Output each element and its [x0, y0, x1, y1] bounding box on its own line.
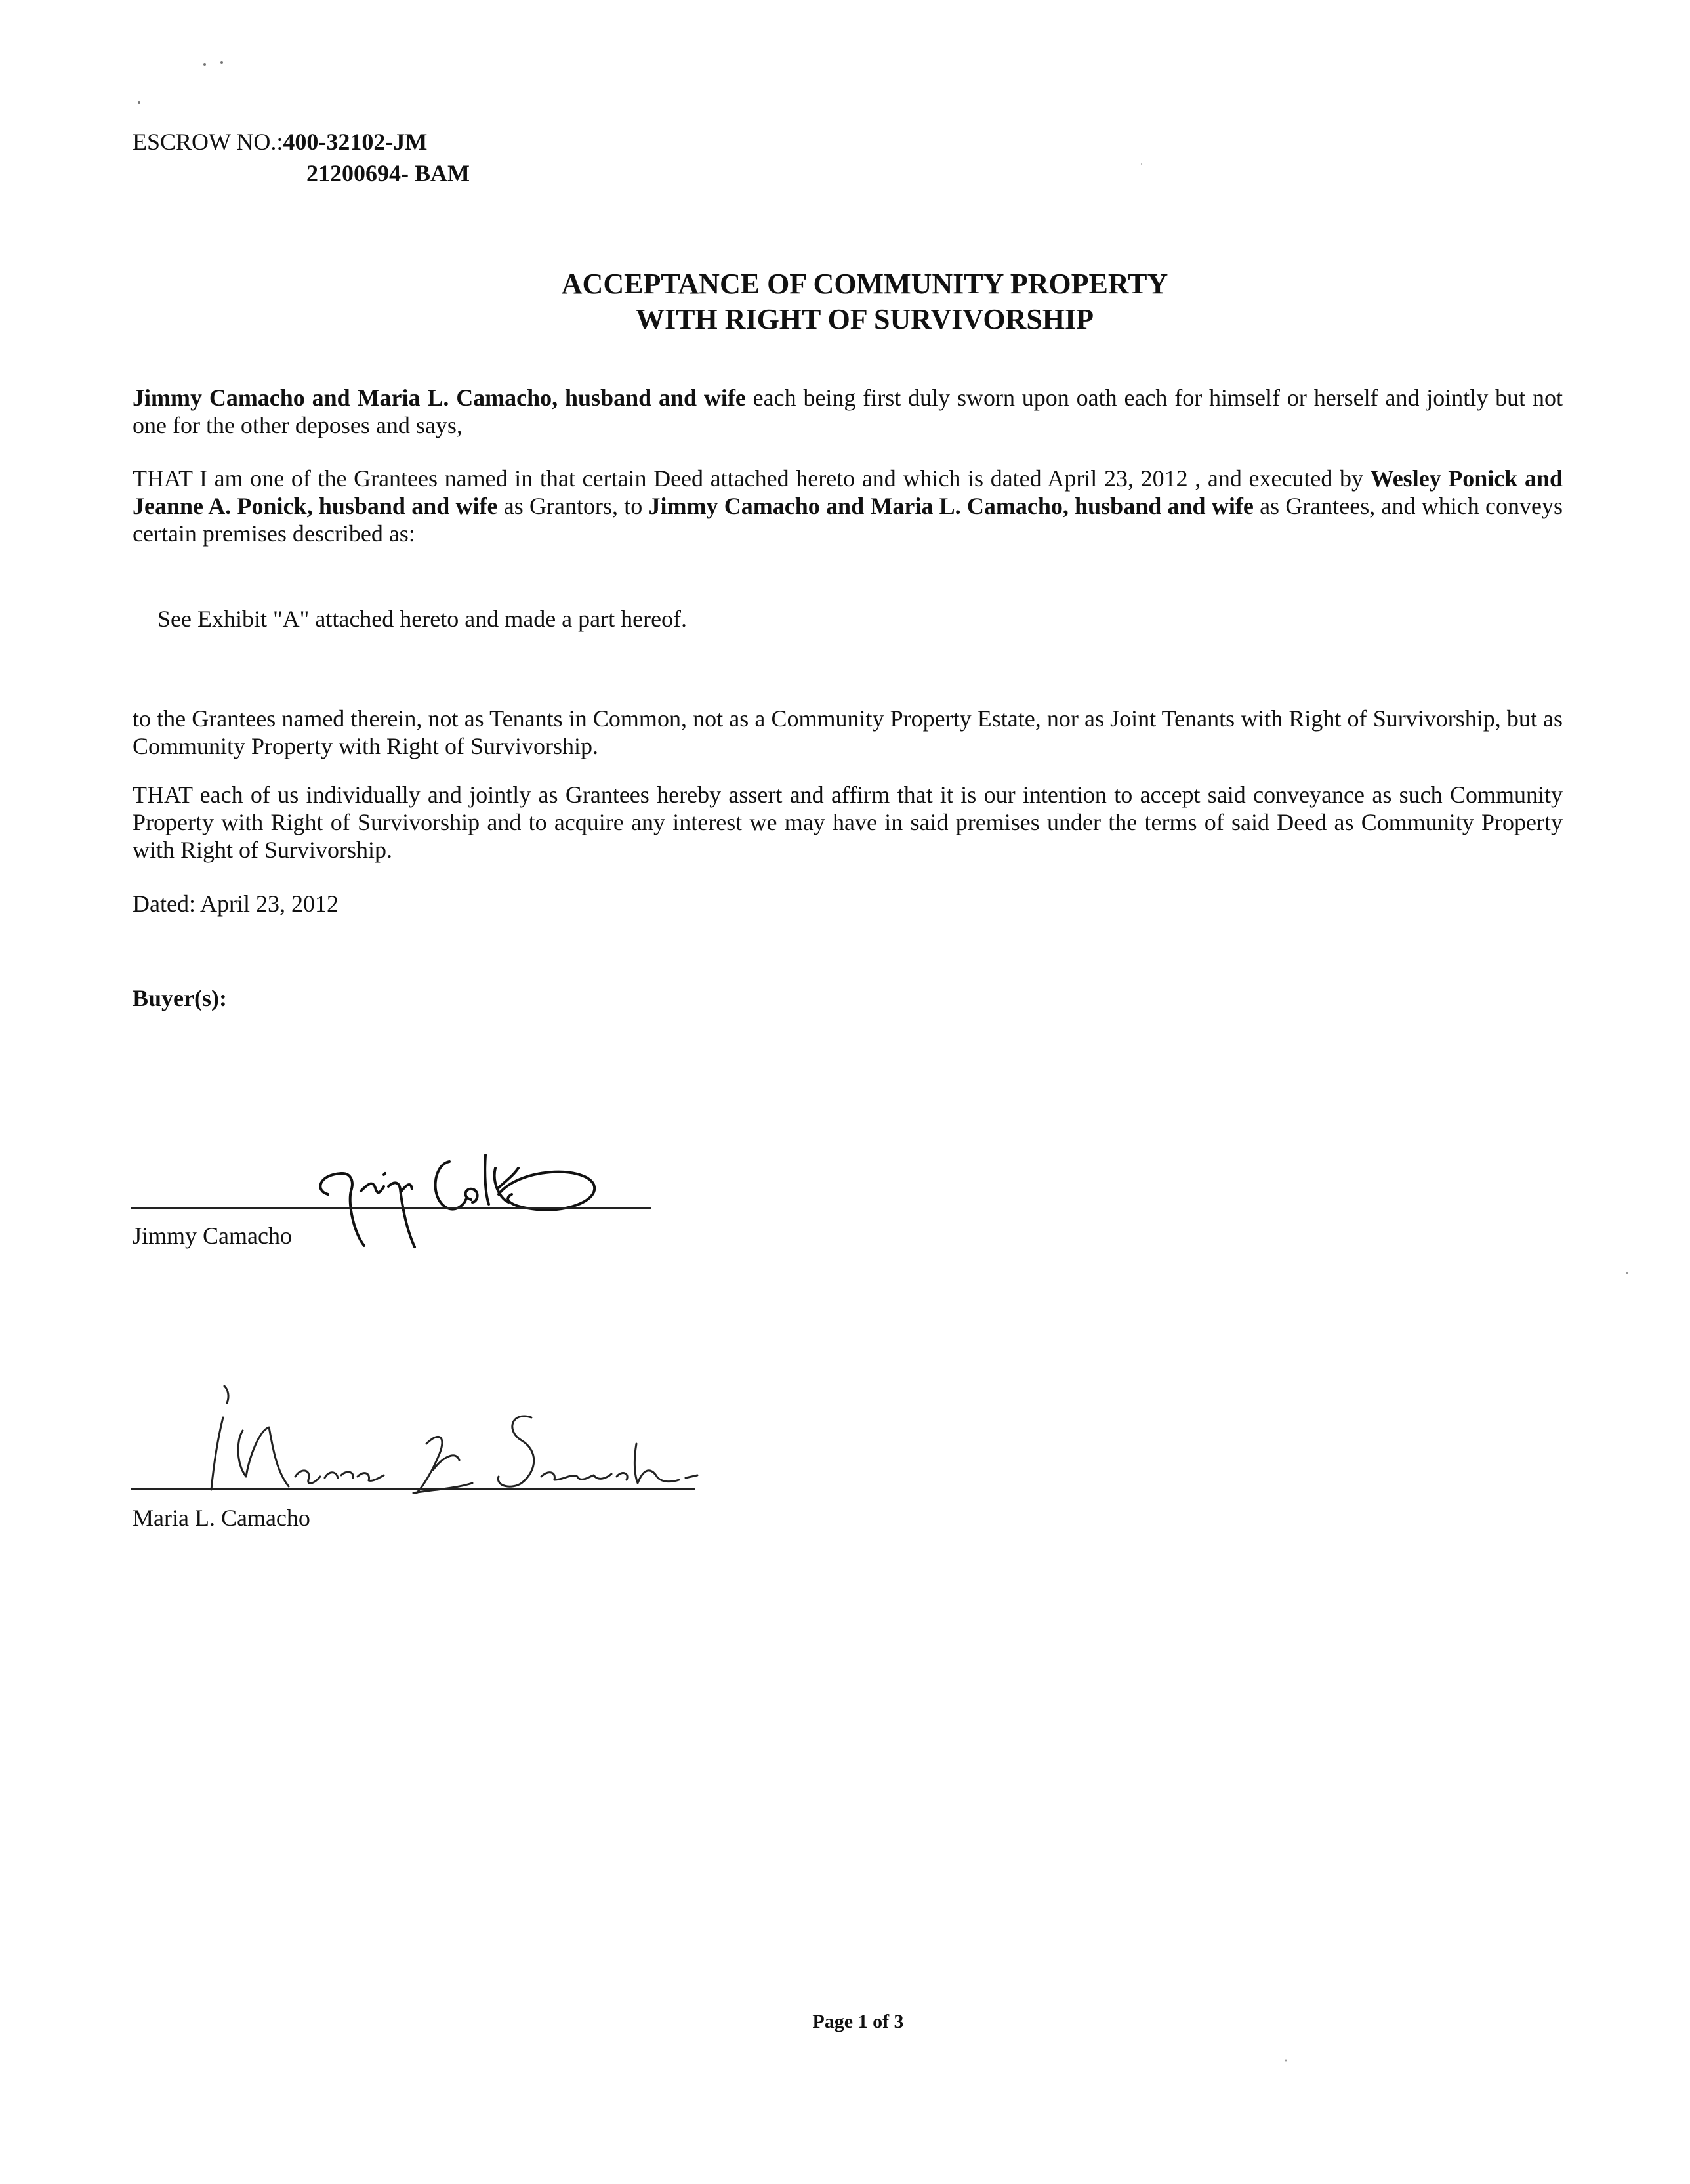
- signature-line-1: [131, 1208, 651, 1209]
- paragraph-affiants: [133, 384, 1563, 439]
- deed-text-b: as Grantors, to: [497, 493, 649, 519]
- grantor-names: Wesley Ponick and Jeanne A. Ponick, husband and wife: [133, 465, 1563, 519]
- signer-name-1: Jimmy Camacho: [133, 1223, 292, 1249]
- page-number: Page 1 of 3: [812, 2011, 904, 2032]
- deed-text-a: THAT I am one of the Grantees named in that certain Deed attached hereto and which is dated April 23, 2012 , and executed by: [133, 465, 1371, 492]
- paragraph-deed-reference: [133, 465, 1563, 547]
- signature-maria-camacho: [197, 1378, 709, 1509]
- signature-jimmy-camacho: [302, 1129, 617, 1253]
- affiant-names: Jimmy Camacho and Maria L. Camacho, husband and wife: [133, 385, 746, 411]
- signer-name-2: Maria L. Camacho: [133, 1505, 310, 1531]
- title-line-2: WITH RIGHT OF SURVIVORSHIP: [635, 303, 1094, 335]
- title-line-1: ACCEPTANCE OF COMMUNITY PROPERTY: [561, 268, 1168, 300]
- affiant-text: each being first duly sworn upon oath each for himself or herself and jointly but not one for the other deposes and says,: [133, 385, 1563, 438]
- document-title: [20, 266, 1690, 337]
- escrow-number-secondary: 21200694- BAM: [306, 160, 470, 186]
- deed-text-c: as Grantees, and which conveys certain premises described as:: [133, 493, 1563, 547]
- escrow-label: ESCROW NO.:: [133, 129, 283, 155]
- dated-line: Dated: April 23, 2012: [133, 891, 339, 917]
- paragraph-exhibit-reference: See Exhibit "A" attached hereto and made a part hereof.: [157, 606, 688, 632]
- paragraph-tenancy: to the Grantees named therein, not as Tenants in Common, not as a Community Property Estate, nor as Joint Tenants with Right of Survivorship, but as Community Property with Right of Survivorship.: [133, 705, 1563, 759]
- signature-line-2: [131, 1488, 695, 1490]
- buyers-label: Buyer(s):: [133, 985, 227, 1011]
- escrow-number-primary: 400-32102-JM: [283, 129, 428, 155]
- grantee-names: Jimmy Camacho and Maria L. Camacho, husband and wife: [648, 493, 1254, 519]
- paragraph-affirmation: THAT each of us individually and jointly as Grantees hereby assert and affirm that it is our intention to accept said conveyance as such Community Property with Right of Survivorship and to acquire any interest we may have in said premises under the terms of said Deed as Community Property with Right of Survivorship.: [133, 782, 1563, 863]
- escrow-number-block: [133, 126, 470, 189]
